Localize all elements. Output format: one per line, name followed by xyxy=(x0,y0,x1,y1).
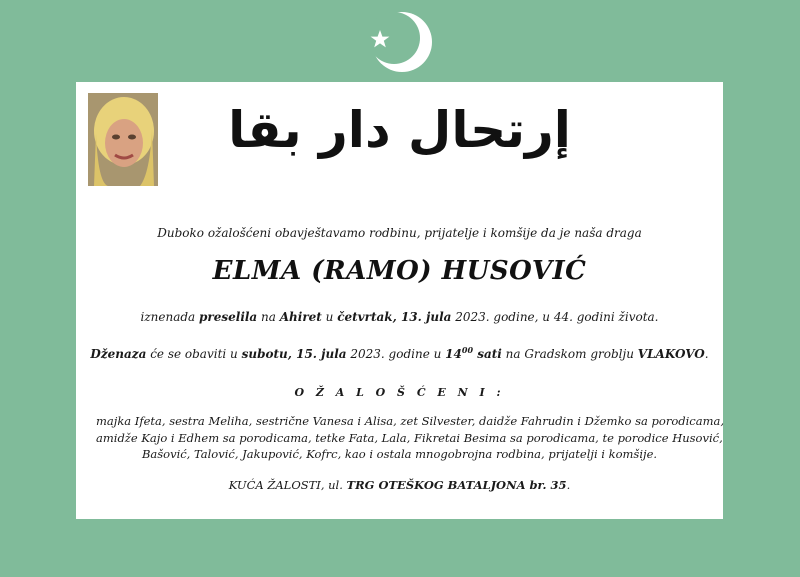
mourners-list xyxy=(96,413,724,463)
intro-text: Duboko ožalošćeni obavještavamo rodbinu, prijatelje i komšije da je naša draga xyxy=(157,226,642,240)
house-of-mourning-address: KUĆA ŽALOSTI, ul. TRG OTEŠKOG BATALJONA br. 35. xyxy=(228,478,571,492)
obituary-card xyxy=(76,82,723,519)
mourners-line: Bašović, Talović, Jakupović, Kofrc, kao i ostala mnogobrojna rodbina, prijatelji i komšije. xyxy=(141,447,658,461)
mourners-line: majka Ifeta, sestra Meliha, sestrične Vanesa i Alisa, zet Silvester, daidže Fahrudin i Džemko sa porodicama, xyxy=(96,414,724,428)
passing-text: iznenada preselila na Ahiret u četvrtak, 13. jula 2023. godine, u 44. godini života. xyxy=(140,310,659,324)
arabic-calligraphy: إرتحال دار بقا xyxy=(228,101,571,159)
deceased-name: ELMA (RAMO) HUSOVIĆ xyxy=(212,256,587,286)
mourners-line: amidže Kajo i Edhem sa porodicama, tetke Fata, Lala, Fikretai Besima sa porodicama, te porodice Husović, xyxy=(96,430,723,445)
crescent-and-star-icon xyxy=(362,8,438,76)
mourners-heading: O Ž A L O Š Ć E N I : xyxy=(294,386,505,399)
funeral-text: Dženaza će se obaviti u subotu, 15. jula 2023. godine u $14^{00}$ sati na Gradskom groblju VLAKOVO. xyxy=(90,345,709,361)
